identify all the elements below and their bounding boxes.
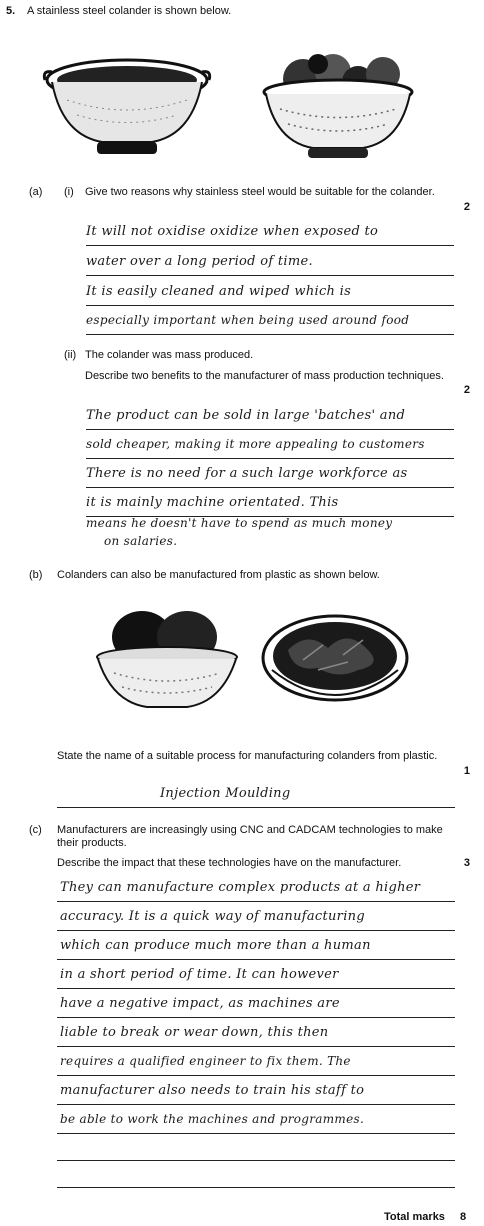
answer-rule	[57, 1187, 455, 1188]
answer-rule	[57, 901, 455, 902]
plastic-colander-image	[92, 607, 242, 717]
answer-rule	[86, 245, 454, 246]
steel-colander-image	[42, 50, 212, 160]
answer-line: It will not oxidise oxidize when exposed to	[86, 224, 379, 239]
answer-line: It is easily cleaned and wiped which is	[86, 284, 352, 299]
answer-rule	[57, 1104, 455, 1105]
answer-line: means he doesn't have to spend as much money	[86, 516, 393, 530]
answer-rule	[86, 334, 454, 335]
part-c-question: Describe the impact that these technologies have on the manufacturer.	[57, 857, 402, 869]
total-marks-label: Total marks	[384, 1211, 445, 1223]
answer-rule	[57, 1046, 455, 1047]
answer-rule	[57, 807, 455, 808]
part-c-text: Manufacturers are increasingly using CNC and CADCAM technologies to make their products.	[57, 824, 443, 849]
part-a-ii-label: (ii)	[64, 349, 77, 361]
answer-line: requires a qualified engineer to fix them. The	[60, 1054, 351, 1068]
answer-rule	[86, 487, 454, 488]
steel-colander-with-vegetables-image	[258, 44, 418, 162]
part-b-marks: 1	[463, 765, 470, 777]
part-c-marks: 3	[463, 857, 470, 869]
answer-rule	[86, 458, 454, 459]
answer-line: in a short period of time. It can however	[60, 967, 339, 982]
answer-rule	[57, 930, 455, 931]
answer-line: accuracy. It is a quick way of manufacturing	[60, 909, 365, 924]
part-a-label: (a)	[29, 186, 43, 198]
answer-line: water over a long period of time.	[86, 254, 313, 269]
answer-rule	[86, 429, 454, 430]
answer-line: it is mainly machine orientated. This	[86, 495, 339, 510]
answer-line: on salaries.	[104, 534, 178, 548]
part-a-i-marks: 2	[463, 201, 470, 213]
answer-rule	[57, 959, 455, 960]
answer-line: be able to work the machines and programmes.	[60, 1112, 365, 1126]
answer-line: have a negative impact, as machines are	[60, 996, 340, 1011]
question-number: 5.	[6, 5, 16, 17]
part-b-label: (b)	[29, 569, 43, 581]
answer-rule	[57, 1017, 455, 1018]
answer-rule	[57, 1133, 455, 1134]
answer-line: manufacturer also needs to train his staff to	[60, 1083, 365, 1098]
part-a-ii-question: Describe two benefits to the manufacturer of mass production techniques.	[85, 370, 444, 382]
answer-rule	[57, 1160, 455, 1161]
part-b-text: Colanders can also be manufactured from plastic as shown below.	[57, 569, 380, 581]
answer-line: Injection Moulding	[160, 786, 291, 801]
answer-line: They can manufacture complex products at a higher	[60, 880, 421, 895]
part-a-ii-text: The colander was mass produced.	[85, 349, 254, 361]
answer-rule	[86, 275, 454, 276]
part-a-i-question: Give two reasons why stainless steel would be suitable for the colander.	[85, 186, 435, 198]
part-a-i-label: (i)	[64, 186, 74, 198]
part-a-ii-marks: 2	[463, 384, 470, 396]
plastic-colander-with-leaves-image	[258, 610, 413, 720]
answer-rule	[57, 1075, 455, 1076]
total-marks-value: 8	[460, 1211, 467, 1223]
answer-line: There is no need for a such large workforce as	[86, 466, 408, 481]
part-b-question: State the name of a suitable process for manufacturing colanders from plastic.	[57, 750, 438, 762]
answer-rule	[86, 305, 454, 306]
question-intro: A stainless steel colander is shown below.	[27, 5, 232, 17]
part-c-label: (c)	[29, 824, 42, 836]
answer-rule	[57, 988, 455, 989]
answer-line: sold cheaper, making it more appealing to customers	[86, 437, 425, 451]
answer-line: which can produce much more than a human	[60, 938, 371, 953]
answer-line: The product can be sold in large 'batches' and	[86, 408, 406, 423]
answer-line: liable to break or wear down, this then	[60, 1025, 329, 1040]
answer-line: especially important when being used around food	[86, 313, 410, 327]
